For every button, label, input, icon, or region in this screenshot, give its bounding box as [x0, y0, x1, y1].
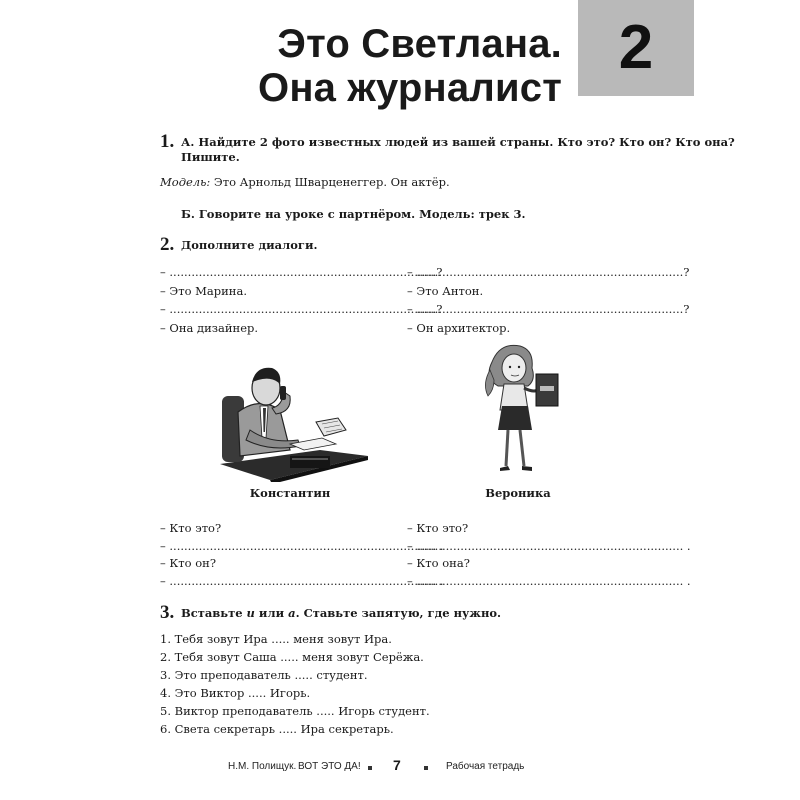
- task-pre: Вставьте: [181, 606, 247, 620]
- dialog-line: – Кто это?: [160, 521, 222, 535]
- exercise-3-list: [160, 630, 430, 738]
- page-title: [240, 22, 562, 110]
- dialog-right-1: [407, 263, 689, 337]
- dialog-left-1: [160, 263, 442, 337]
- exercise-2-number: 2.: [160, 234, 175, 255]
- exercise-1-task-a-line1: А. Найдите 2 фото известных людей из вашей страны. Кто это? Кто он? Кто она?: [181, 135, 735, 149]
- dialog-right-2: [407, 520, 691, 590]
- caption-veronika: Вероника: [485, 486, 551, 500]
- dialog-line: – Это Марина.: [160, 283, 247, 298]
- list-item[interactable]: 5. Виктор преподаватель ..... Игорь студент.: [160, 704, 430, 718]
- dialog-line: – Кто это?: [407, 521, 469, 535]
- list-item[interactable]: 2. Тебя зовут Саша ..... меня зовут Серёжа.: [160, 650, 424, 664]
- exercise-1-task-a-line2: Пишите.: [181, 150, 240, 164]
- dialog-line: – Кто он?: [160, 556, 217, 570]
- footer-separator: [368, 766, 372, 770]
- dialog-line[interactable]: – ......................................................................... .: [160, 538, 444, 553]
- model-label: Модель:: [160, 175, 211, 189]
- dialog-line[interactable]: – .........................................................................?: [160, 265, 443, 279]
- exercise-2-task: Дополните диалоги.: [181, 238, 318, 252]
- task-mid: или: [254, 606, 289, 620]
- dialog-line[interactable]: – ......................................................................... .: [407, 573, 691, 588]
- exercise-1-number: 1.: [160, 131, 175, 152]
- dialog-line: – Она дизайнер.: [160, 320, 259, 335]
- page-number: 7: [393, 757, 401, 773]
- dialog-line: – Кто она?: [407, 556, 470, 570]
- model-text: Это Арнольд Шварценеггер. Он актёр.: [210, 175, 450, 189]
- exercise-1-model: [160, 174, 450, 190]
- dialog-line[interactable]: – ......................................................................... .: [407, 538, 691, 553]
- list-item[interactable]: 1. Тебя зовут Ира ..... меня зовут Ира.: [160, 632, 392, 646]
- dialog-line[interactable]: – .........................................................................?: [160, 302, 443, 316]
- list-item[interactable]: 6. Света секретарь ..... Ира секретарь.: [160, 722, 394, 736]
- caption-konstantin: Константин: [249, 486, 331, 500]
- exercise-3-number: 3.: [160, 602, 175, 623]
- dialog-left-2: [160, 520, 444, 590]
- chapter-number: 2: [618, 13, 654, 82]
- girl-illustration: [470, 340, 570, 480]
- dialog-line: – Он архитектор.: [407, 320, 511, 335]
- footer-type: Рабочая тетрадь: [446, 761, 525, 772]
- footer-book: ВОТ ЭТО ДА!: [298, 761, 361, 772]
- task-post: . Ставьте запятую, где нужно.: [295, 606, 502, 620]
- footer-author: Н.М. Полищук.: [228, 761, 297, 772]
- dialog-line[interactable]: – ......................................................................... .: [160, 573, 444, 588]
- task-word-i: и: [246, 606, 255, 620]
- task-word-a: а: [288, 606, 296, 620]
- title-line-1: Это Светлана.: [277, 22, 562, 66]
- dialog-line: – Это Антон.: [407, 283, 484, 298]
- dialog-line[interactable]: – .........................................................................?: [407, 302, 690, 316]
- list-item[interactable]: 4. Это Виктор ..... Игорь.: [160, 686, 311, 700]
- list-item[interactable]: 3. Это преподаватель ..... студент.: [160, 668, 368, 682]
- exercise-1-task-b: Б. Говорите на уроке с партнёром. Модель: трек 3.: [181, 207, 526, 221]
- footer-separator: [424, 766, 428, 770]
- businessman-illustration: [210, 352, 370, 482]
- title-line-2: Она журналист: [258, 66, 562, 110]
- dialog-line[interactable]: – .........................................................................?: [407, 265, 690, 279]
- exercise-3-task: [181, 605, 501, 621]
